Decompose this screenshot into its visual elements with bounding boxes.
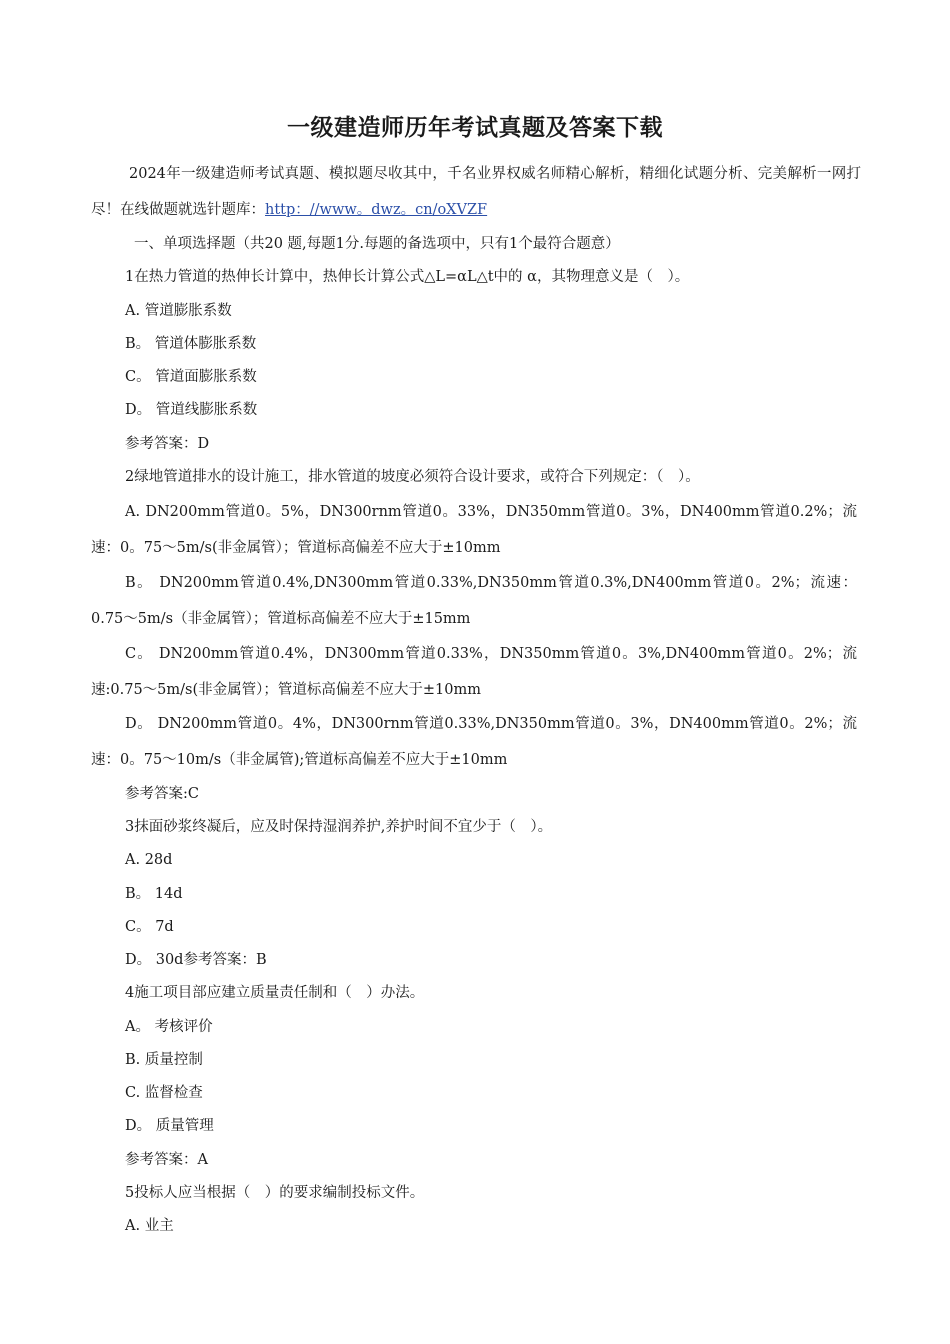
q3-option-a: A. 28d: [125, 852, 173, 868]
q2-answer: 参考答案:C: [125, 786, 199, 802]
section-heading: 一、单项选择题（共20 题,每题1分.每题的备选项中，只有1个最符合题意）: [134, 236, 620, 252]
q3-option-c: C。 7d: [125, 919, 174, 935]
q2-option-a: A. DN200mm管道0。5%，DN300rnm管道0。33%，DN350mm管道0。3%，DN400mm管道0.2%；流速：0。75～5m/s(非金属管）；管道标高偏差不应大于±10mm: [91, 504, 857, 556]
q2-option-c: C。 DN200mm管道0.4%，DN300mm管道0.33%，DN350mm管道0。3%,DN400mm管道0。2%；流速:0.75～5m/s(非金属管）；管道标高偏差不应大于±10mm: [91, 646, 857, 698]
q4-answer: 参考答案：A: [125, 1152, 208, 1168]
q2-option-b: B。 DN200mm管道0.4%,DN300mm管道0.33%,DN350mm管道0.3%,DN400mm管道0。2%；流速：0.75～5m/s（非金属管）；管道标高偏差不应大于±15mm: [91, 575, 857, 627]
q1-option-a: A. 管道膨胀系数: [125, 303, 232, 319]
q1-option-d: D。 管道线膨胀系数: [125, 402, 258, 418]
q1-stem: 1在热力管道的热伸长计算中，热伸长计算公式△L=αL△t中的 α，其物理意义是（ ）。: [125, 269, 690, 285]
q1-option-c: C。 管道面膨胀系数: [125, 369, 257, 385]
intro-link[interactable]: http：//www。dwz。cn/oXVZF: [265, 202, 488, 218]
q4-option-d: D。 质量管理: [125, 1118, 214, 1134]
q4-option-b: B. 质量控制: [125, 1052, 203, 1068]
intro-paragraph: [91, 156, 861, 228]
q1-answer: 参考答案：D: [125, 436, 210, 452]
q3-stem: 3抹面砂浆终凝后，应及时保持湿润养护,养护时间不宜少于（ ）。: [125, 819, 553, 835]
q2-option-d: D。 DN200mm管道0。4%，DN300rnm管道0.33%,DN350mm管道0。3%，DN400mm管道0。2%；流速：0。75～10m/s（非金属管);管道标高偏差不应大于±10mm: [91, 716, 857, 768]
q5-option-a: A. 业主: [125, 1218, 174, 1234]
intro-text: 2024年一级建造师考试真题、模拟题尽收其中，千名业界权威名师精心解析，精细化试题分析、完美解析一网打 尽！在线做题就选针题库：: [91, 166, 861, 218]
q3-option-b: B。 14d: [125, 886, 183, 902]
q2-stem: 2绿地管道排水的设计施工，排水管道的坡度必须符合设计要求，或符合下列规定：（ ）。: [125, 469, 700, 485]
q4-option-a: A。 考核评价: [125, 1019, 213, 1035]
q4-stem: 4施工项目部应建立质量责任制和（ ）办法。: [125, 985, 425, 1001]
page-title: 一级建造师历年考试真题及答案下载: [287, 114, 663, 141]
q3-option-d-answer: D。 30d参考答案：B: [125, 952, 267, 968]
q1-option-b: B。 管道体膨胀系数: [125, 336, 257, 352]
q4-option-c: C. 监督检查: [125, 1085, 203, 1101]
q5-stem: 5投标人应当根据（ ）的要求编制投标文件。: [125, 1185, 425, 1201]
